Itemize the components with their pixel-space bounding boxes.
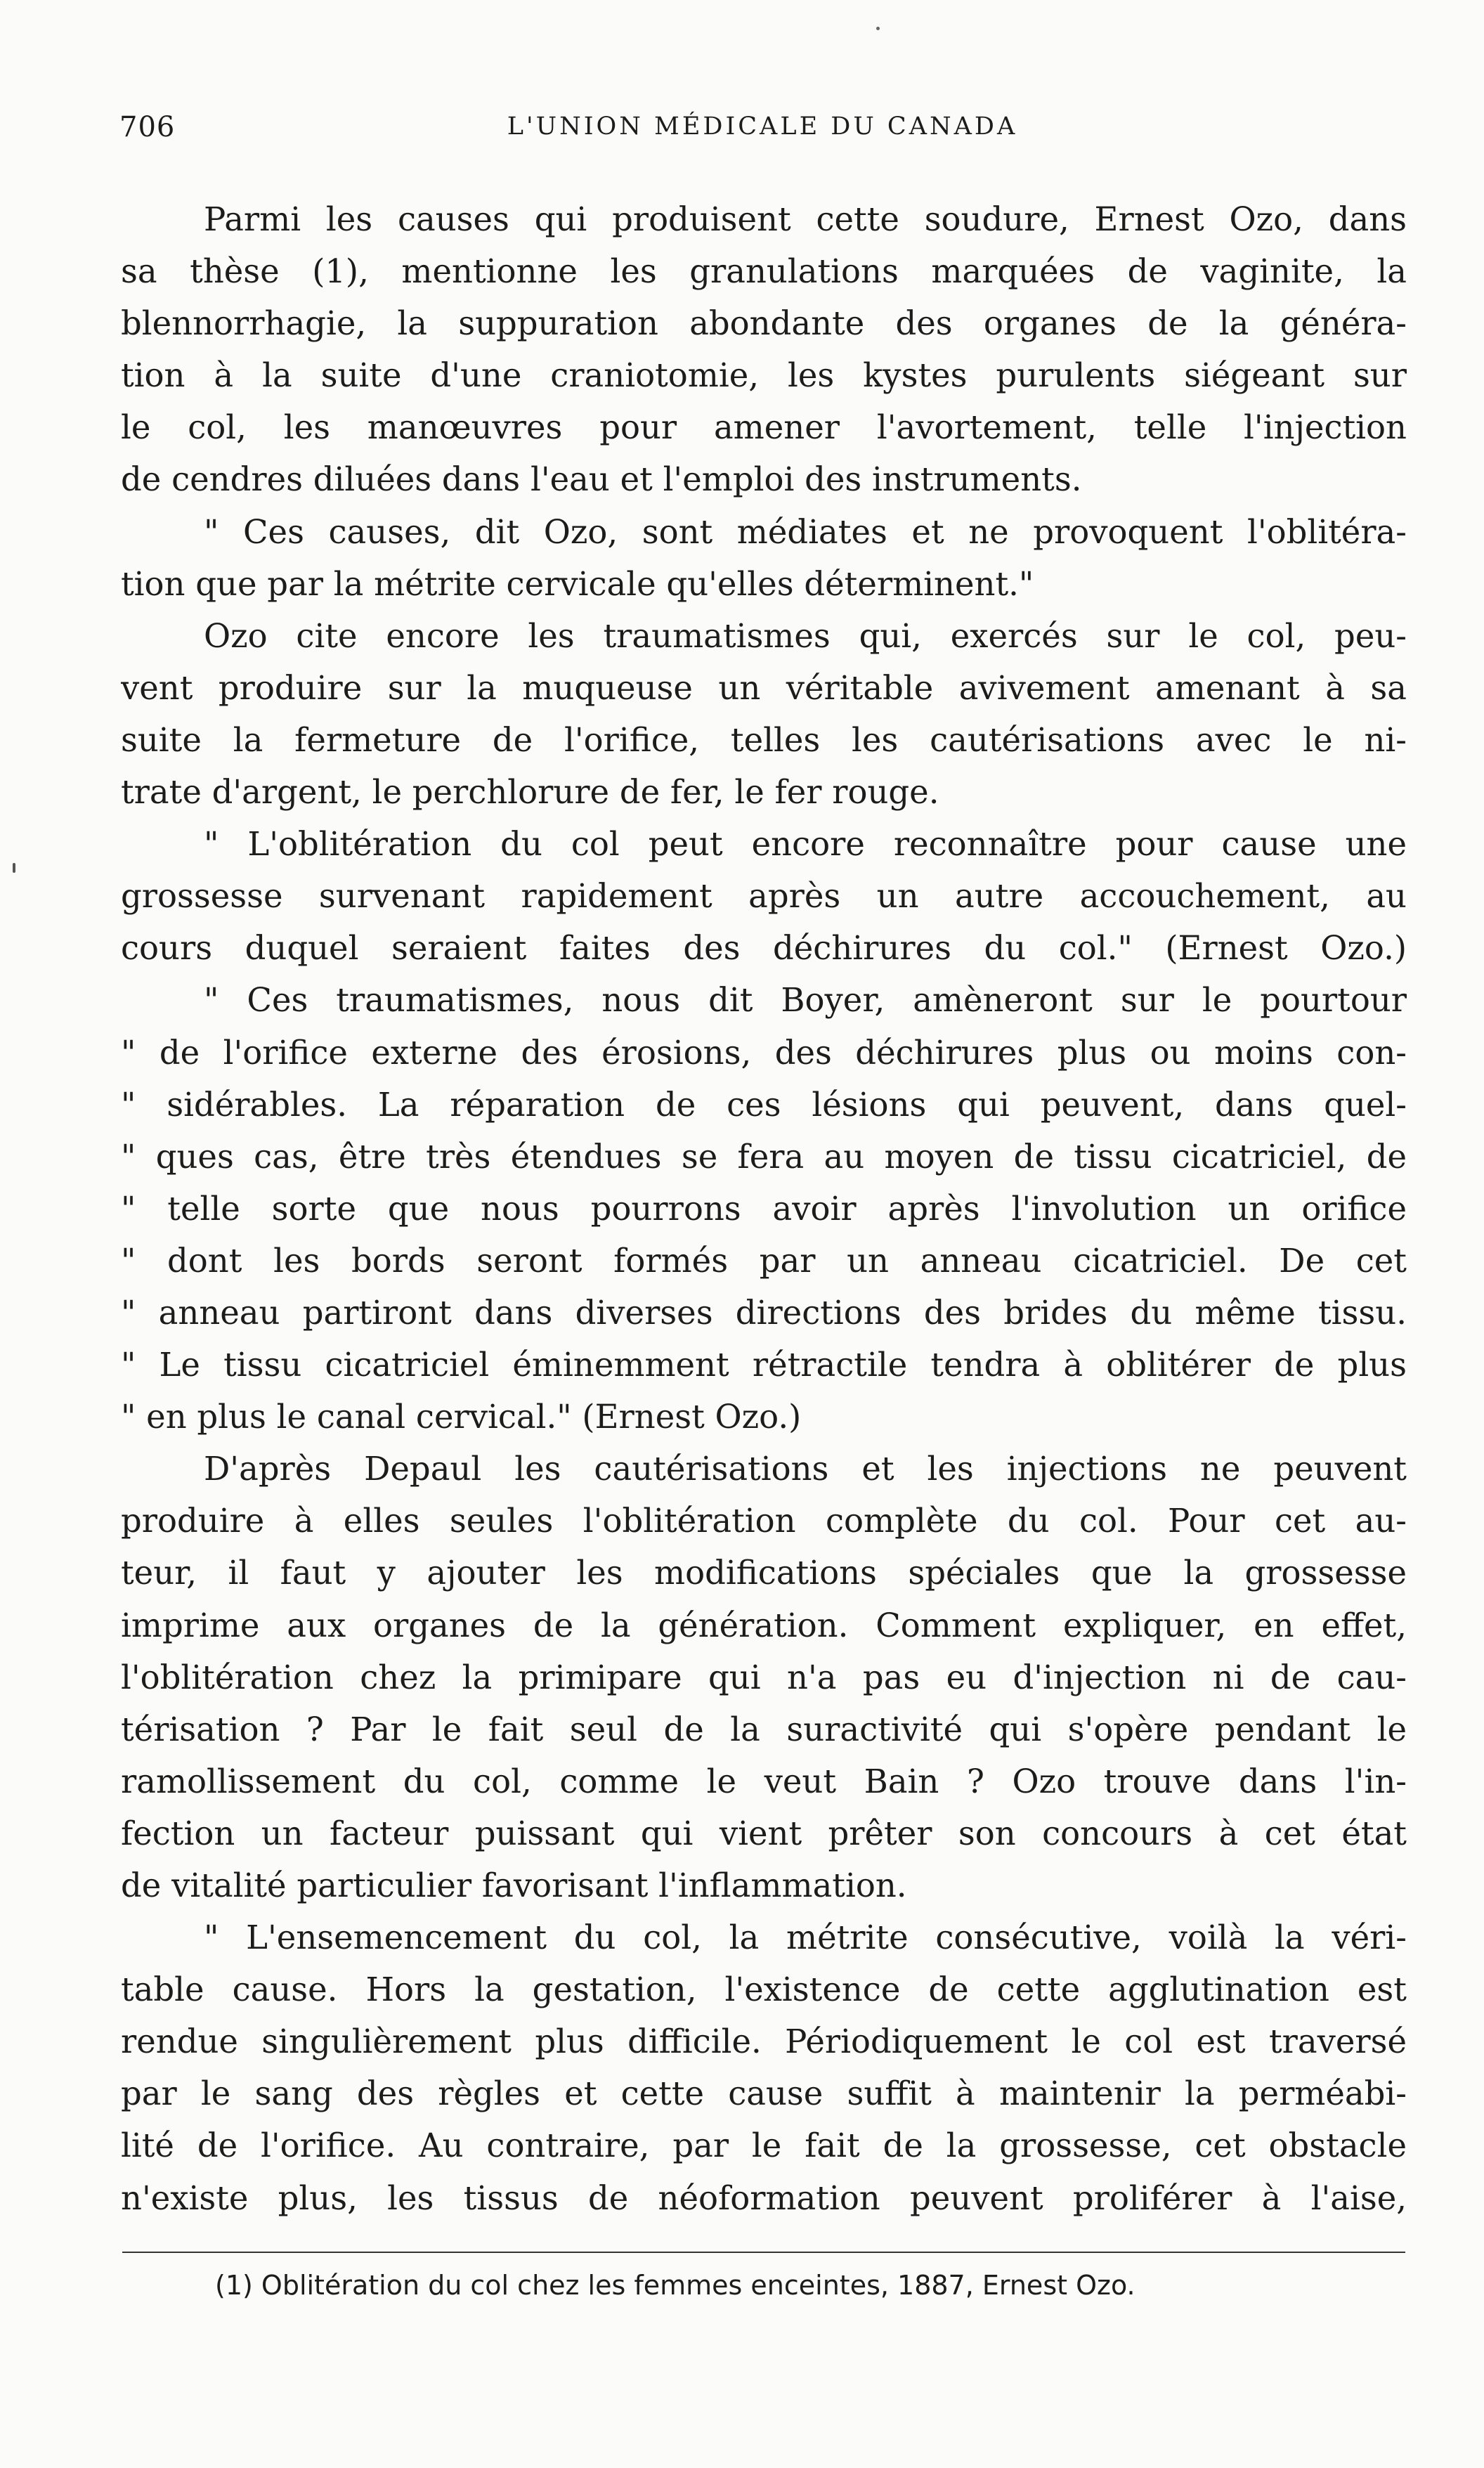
text-line: de cendres diluées dans l'eau et l'emploi des instruments.: [121, 460, 1082, 499]
text-line: tion que par la métrite cervicale qu'elles déterminent.": [121, 564, 1034, 603]
text-line: imprime aux organes de la génération. Comment expliquer, en effet,: [121, 1606, 1407, 1644]
text-line: " telle sorte que nous pourrons avoir après l'involution un orifice: [121, 1189, 1407, 1228]
page-number: 706: [119, 111, 176, 143]
text-line: suite la fermeture de l'orifice, telles les cautérisations avec le ni-: [121, 720, 1407, 759]
text-line: térisation ? Par le fait seul de la suractivité qui s'opère pendant le: [121, 1710, 1407, 1748]
text-line: par le sang des règles et cette cause suffit à maintenir la perméabi-: [121, 2074, 1407, 2113]
text-line: " ques cas, être très étendues se fera au moyen de tissu cicatriciel, de: [121, 1137, 1407, 1176]
text-line: rendue singulièrement plus difficile. Périodiquement le col est traversé: [121, 2022, 1407, 2061]
text-line: cours duquel seraient faites des déchirures du col." (Ernest Ozo.): [121, 929, 1407, 968]
text-line: ramollissement du col, comme le veut Bain ? Ozo trouve dans l'in-: [121, 1762, 1407, 1800]
text-line: trate d'argent, le perchlorure de fer, le fer rouge.: [121, 773, 939, 812]
scan-speck: [876, 27, 880, 30]
text-line: " dont les bords seront formés par un anneau cicatriciel. De cet: [121, 1241, 1407, 1280]
text-line: sa thèse (1), mentionne les granulations marquées de vaginite, la: [121, 252, 1407, 291]
text-line: " de l'orifice externe des érosions, des déchirures plus ou moins con-: [121, 1033, 1407, 1072]
text-line: l'oblitération chez la primipare qui n'a pas eu d'injection ni de cau-: [121, 1658, 1407, 1696]
text-line: de vitalité particulier favorisant l'inflammation.: [121, 1866, 907, 1904]
text-line: vent produire sur la muqueuse un véritable avivement amenant à sa: [121, 668, 1407, 707]
footnote: (1) Oblitération du col chez les femmes enceintes, 1887, Ernest Ozo.: [215, 2270, 1135, 2301]
text-line: fection un facteur puissant qui vient prêter son concours à cet état: [121, 1814, 1407, 1852]
text-line: le col, les manœuvres pour amener l'avortement, telle l'injection: [121, 408, 1407, 447]
text-line: lité de l'orifice. Au contraire, par le fait de la grossesse, cet obstacle: [121, 2126, 1407, 2165]
margin-mark: [13, 863, 15, 873]
text-line: " Ces causes, dit Ozo, sont médiates et ne provoquent l'oblitéra-: [204, 512, 1407, 551]
running-title: L'UNION MÉDICALE DU CANADA: [507, 112, 1018, 141]
text-line: " L'oblitération du col peut encore reconnaître pour cause une: [204, 825, 1407, 864]
text-line: blennorrhagie, la suppuration abondante des organes de la généra-: [121, 304, 1407, 343]
text-line: produire à elles seules l'oblitération complète du col. Pour cet au-: [121, 1502, 1407, 1540]
page-header: [119, 111, 1405, 153]
text-line: " L'ensemencement du col, la métrite consécutive, voilà la véri-: [204, 1918, 1407, 1957]
text-line: Parmi les causes qui produisent cette soudure, Ernest Ozo, dans: [204, 200, 1407, 238]
text-line: " anneau partiront dans diverses directions des brides du même tissu.: [121, 1293, 1407, 1332]
text-line: " en plus le canal cervical." (Ernest Ozo.): [121, 1398, 802, 1436]
text-line: " Ces traumatismes, nous dit Boyer, amèneront sur le pourtour: [204, 981, 1407, 1020]
text-line: D'après Depaul les cautérisations et les injections ne peuvent: [204, 1450, 1407, 1488]
text-line: " sidérables. La réparation de ces lésions qui peuvent, dans quel-: [121, 1085, 1407, 1124]
text-line: tion à la suite d'une craniotomie, les kystes purulents siégeant sur: [121, 356, 1407, 395]
text-line: teur, il faut y ajouter les modifications spéciales que la grossesse: [121, 1554, 1407, 1592]
text-line: Ozo cite encore les traumatismes qui, exercés sur le col, peu-: [204, 616, 1407, 655]
footnote-rule: [122, 2252, 1405, 2253]
text-line: grossesse survenant rapidement après un autre accouchement, au: [121, 877, 1407, 916]
text-line: " Le tissu cicatriciel éminemment rétractile tendra à oblitérer de plus: [121, 1346, 1407, 1384]
text-line: n'existe plus, les tissus de néoformation peuvent proliférer à l'aise,: [121, 2178, 1407, 2217]
body-text: [121, 193, 1407, 2224]
text-line: table cause. Hors la gestation, l'existence de cette agglutination est: [121, 1970, 1407, 2009]
